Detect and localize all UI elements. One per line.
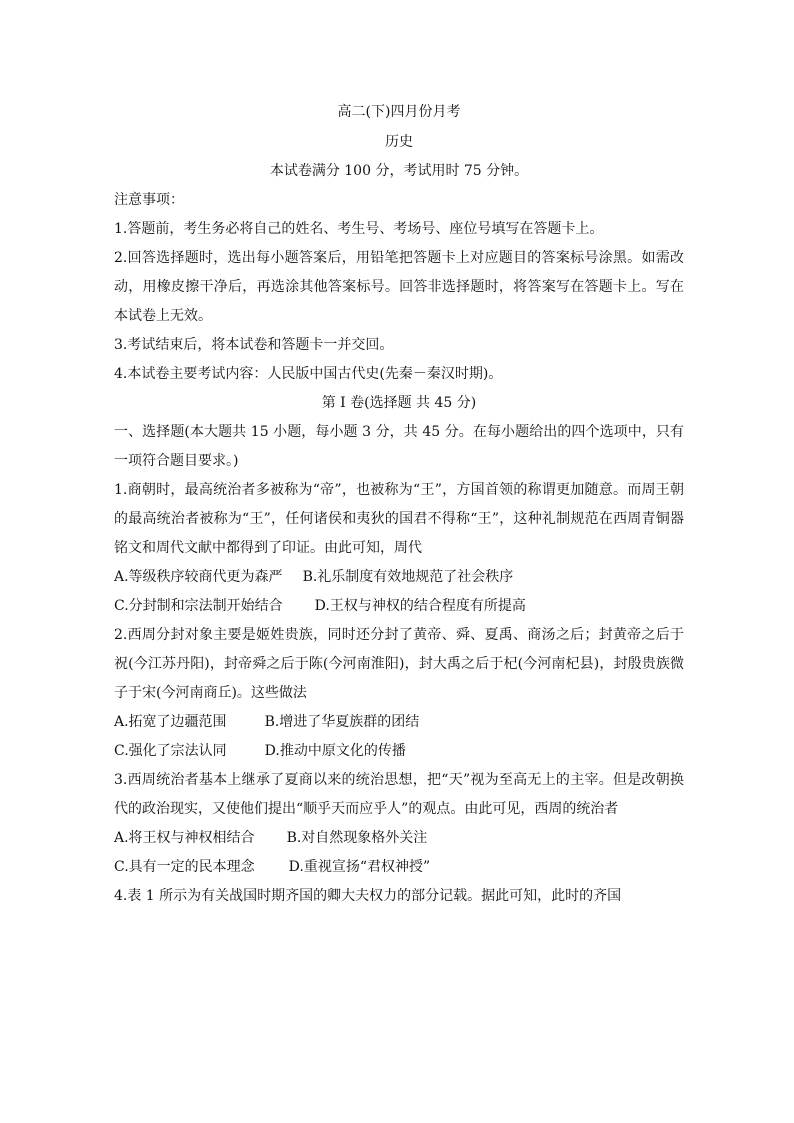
note-item-2: 2.回答选择题时，选出每小题答案后，用铅笔把答题卡上对应题目的答案标号涂黑。如需改动，用橡皮擦干净后，再选涂其他答案标号。回答非选择题时，将答案写在答题卡上。写在本试卷上无效。 [114,250,684,324]
question-2-stem: 2.西周分封对象主要是姬姓贵族，同时还分封了黄帝、舜、夏禹、商汤之后；封黄帝之后于祝(今江苏丹阳)，封帝舜之后于陈(今河南淮阳)，封大禹之后于杞(今河南杞县)，封殷贵族微子于宋(今河南商丘)。这些做法 [114,627,684,701]
notes-heading: 注意事项： [114,192,184,208]
exam-title: 高二(下)四月份月考 [337,104,461,120]
question-2-option-d: D.推动中原文化的传播 [264,743,406,759]
question-1-option-c: C.分封制和宗法制开始结合 [114,598,283,614]
section-intro: 一、选择题(本大题共 15 小题，每小题 3 分，共 45 分。在每小题给出的四个选项中，只有一项符合题目要求。) [114,424,684,469]
question-1-stem: 1.商朝时，最高统治者多被称为“帝”，也被称为“王”，方国首领的称谓更加随意。而周王朝的最高统治者被称为“王”，任何诸侯和夷狄的国君不得称“王”，这种礼制规范在西周青铜器铭文和周代文献中都得到了印证。由此可知，周代 [114,482,684,556]
question-3-option-d: D.重视宣扬“君权神授” [288,859,431,875]
part1-title: 第 I 卷(选择题 共 45 分) [321,395,477,411]
question-3-stem: 3.西周统治者基本上继承了夏商以来的统治思想，把“天”视为至高无上的主宰。但是改朝换代的政治现实，又使他们提出“顺乎天而应乎人”的观点。由此可见，西周的统治者 [114,772,684,817]
question-2-options-row-1 [114,708,684,737]
question-1-options-row-2 [114,592,684,621]
question-2-options-row-2 [114,737,684,766]
subject-title: 历史 [385,134,413,150]
exam-content [114,98,684,911]
question-4-stem: 4.表 1 所示为有关战国时期齐国的卿大夫权力的部分记载。据此可知，此时的齐国 [114,888,622,904]
question-2-option-c: C.强化了宗法认同 [114,743,227,759]
question-2-option-a: A.拓宽了边疆范围 [114,714,227,730]
note-item-4: 4.本试卷主要考试内容：人民版中国古代史(先秦－秦汉时期)。 [114,366,503,382]
question-3-option-b: B.对自然现象格外关注 [286,830,428,846]
question-1-option-d: D.王权与神权的结合程度有所提高 [314,598,526,614]
question-3-options-row-2 [114,853,684,882]
question-1-option-a: A.等级秩序较商代更为森严 [114,569,283,585]
question-3-options-row-1 [114,824,684,853]
note-item-1: 1.答题前，考生务必将自己的姓名、考生号、考场号、座位号填写在答题卡上。 [114,221,604,237]
question-3-option-c: C.具有一定的民本理念 [114,859,255,875]
note-item-3: 3.考试结束后，将本试卷和答题卡一并交回。 [114,337,394,353]
question-2-option-b: B.增进了华夏族群的团结 [264,714,420,730]
exam-info: 本试卷满分 100 分，考试用时 75 分钟。 [269,163,529,179]
question-1-option-b: B.礼乐制度有效地规范了社会秩序 [302,569,514,585]
question-1-options-row-1 [114,563,684,592]
question-3-option-a: A.将王权与神权相结合 [114,830,255,846]
